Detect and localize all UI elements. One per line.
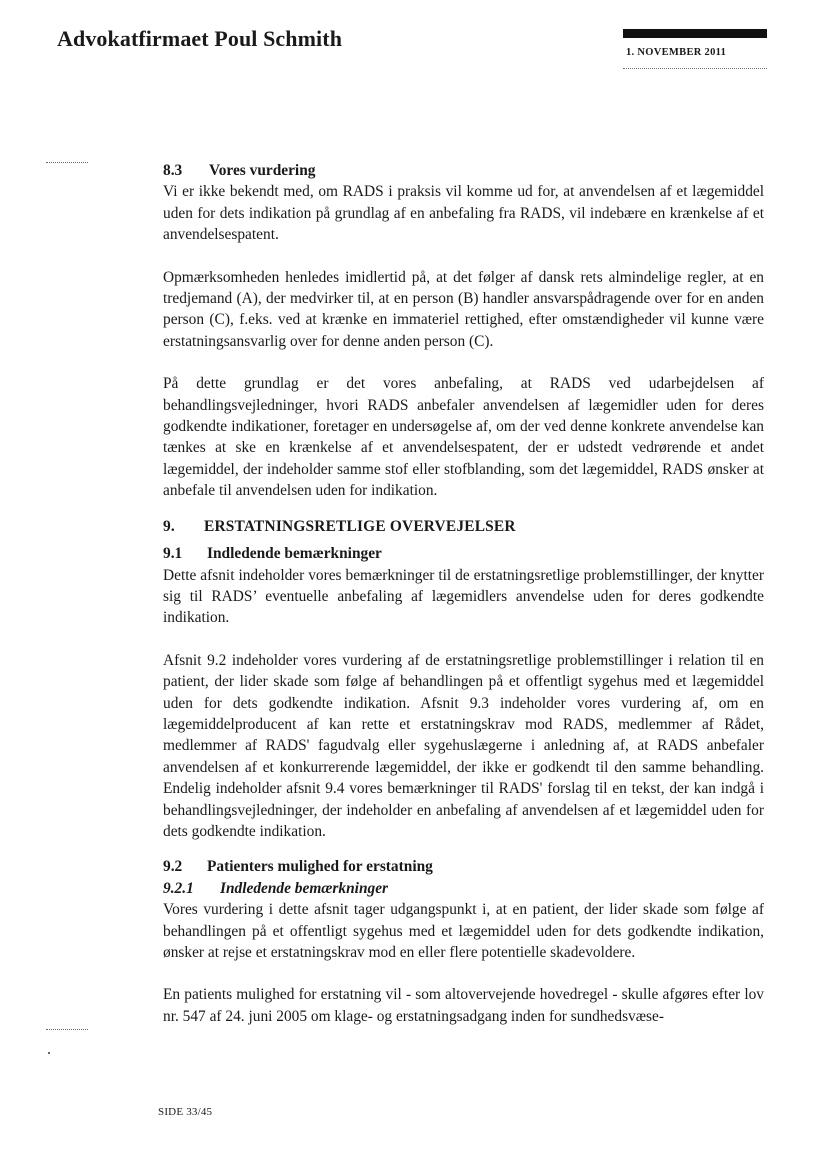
section-9-2-heading (163, 856, 764, 877)
paragraph: Vi er ikke bekendt med, om RADS i praksis vil komme ud for, at anvendelsen af et lægemiddel uden for dets indikation på grundlag af en anbefaling fra RADS, vil indebære en krænkelse af et anvendelsespatent. (163, 183, 764, 244)
section-9-2-1-heading (163, 878, 764, 899)
section-title: ERSTATNINGSRETLIGE OVERVEJELSER (204, 517, 516, 535)
section-9-heading (163, 516, 764, 537)
header-bar (623, 29, 767, 38)
paragraph: På dette grundlag er det vores anbefaling, at RADS ved udarbejdelsen af behandlingsvejledninger, hvori RADS anbefaler anvendelsen af lægemidler uden for deres godkendte indikationer, foretager en undersøgelse af, om der ved denne konkrete anvendelse kan tænkes at ske en krænkelse af et anvendelsespatent, der er udstedt vedrørende et andet lægemiddel, der indeholder samme stof eller stofblanding, som det lægemiddel, RADS ønsker at anbefale til anvendelsen uden for indikation. (163, 375, 764, 500)
paragraph: Dette afsnit indeholder vores bemærkninger til de erstatningsretlige problemstillinger, der knytter sig til RADS’ eventuelle anbefaling af lægemidlers anvendelse uden for deres godkendte indikation. (163, 566, 764, 627)
paragraph: Opmærksomheden henledes imidlertid på, at det følger af dansk rets almindelige regler, at en tredjemand (A), der medvirker til, at en person (B) handler ansvarspådragende over for en anden person (C), f.eks. ved at krænke en immateriel rettighed, efter omstændigheder vil kunne være erstatningsansvarlig over for denne anden person (C). (163, 268, 764, 350)
margin-mark-bottom (46, 1029, 88, 1030)
margin-tick (48, 1052, 50, 1054)
page-number: SIDE 33/45 (158, 1106, 213, 1118)
section-number: 9.2 (163, 858, 183, 876)
section-number: 9. (163, 517, 175, 535)
section-title: Indledende bemærkninger (207, 545, 382, 563)
paragraph: Vores vurdering i dette afsnit tager udgangspunkt i, at en patient, der lider skade som følge af behandlingen på et offentligt sygehus med et lægemiddel uden for dets godkendte indikation, ønsker at rejse et erstatningskrav mod en eller flere potentielle skadevoldere. (163, 901, 764, 961)
firm-name: Advokatfirmaet Poul Schmith (57, 26, 343, 51)
section-number: 9.2.1 (163, 879, 194, 897)
section-number: 9.1 (163, 545, 183, 563)
document-body (163, 160, 764, 1027)
header-dotted-rule (623, 68, 767, 69)
section-title: Patienters mulighed for erstatning (207, 858, 433, 876)
paragraph: En patients mulighed for erstatning vil - som altovervejende hovedregel - skulle afgøres efter lov nr. 547 af 24. juni 2005 om klage- og erstatningsadgang inden for sundhedsvæse- (163, 986, 764, 1025)
section-title: Vores vurdering (209, 162, 316, 179)
paragraph: Afsnit 9.2 indeholder vores vurdering af de erstatningsretlige problemstillinger i relation til en patient, der lider skade som følge af behandlingen på et offentligt sygehus med et lægemiddel uden for dets godkendte indikation. Afsnit 9.3 indeholder vores vurdering af, om en lægemiddelproducent af kan rette et erstatningskrav mod RADS, medlemmer af Rådet, medlemmer af RADS' fagudvalg eller sygehuslægerne i anledning af, at RADS anbefaler anvendelsen af et konkurrerende lægemiddel, der ikke er godkendt til den samme behandling. Endelig indeholder afsnit 9.4 vores bemærkninger til RADS' forslag til en tekst, der kan indgå i behandlingsvejledninger, der indeholder en anbefaling af anvendelsen af et lægemiddel uden for dets godkendte indikation. (163, 651, 764, 840)
section-9-1-heading (163, 543, 764, 564)
margin-mark-top (46, 162, 88, 163)
header-date: 1. NOVEMBER 2011 (626, 47, 727, 58)
section-number: 8.3 (163, 162, 183, 179)
section-title: Indledende bemærkninger (220, 879, 389, 897)
section-8-3-heading (163, 160, 764, 181)
